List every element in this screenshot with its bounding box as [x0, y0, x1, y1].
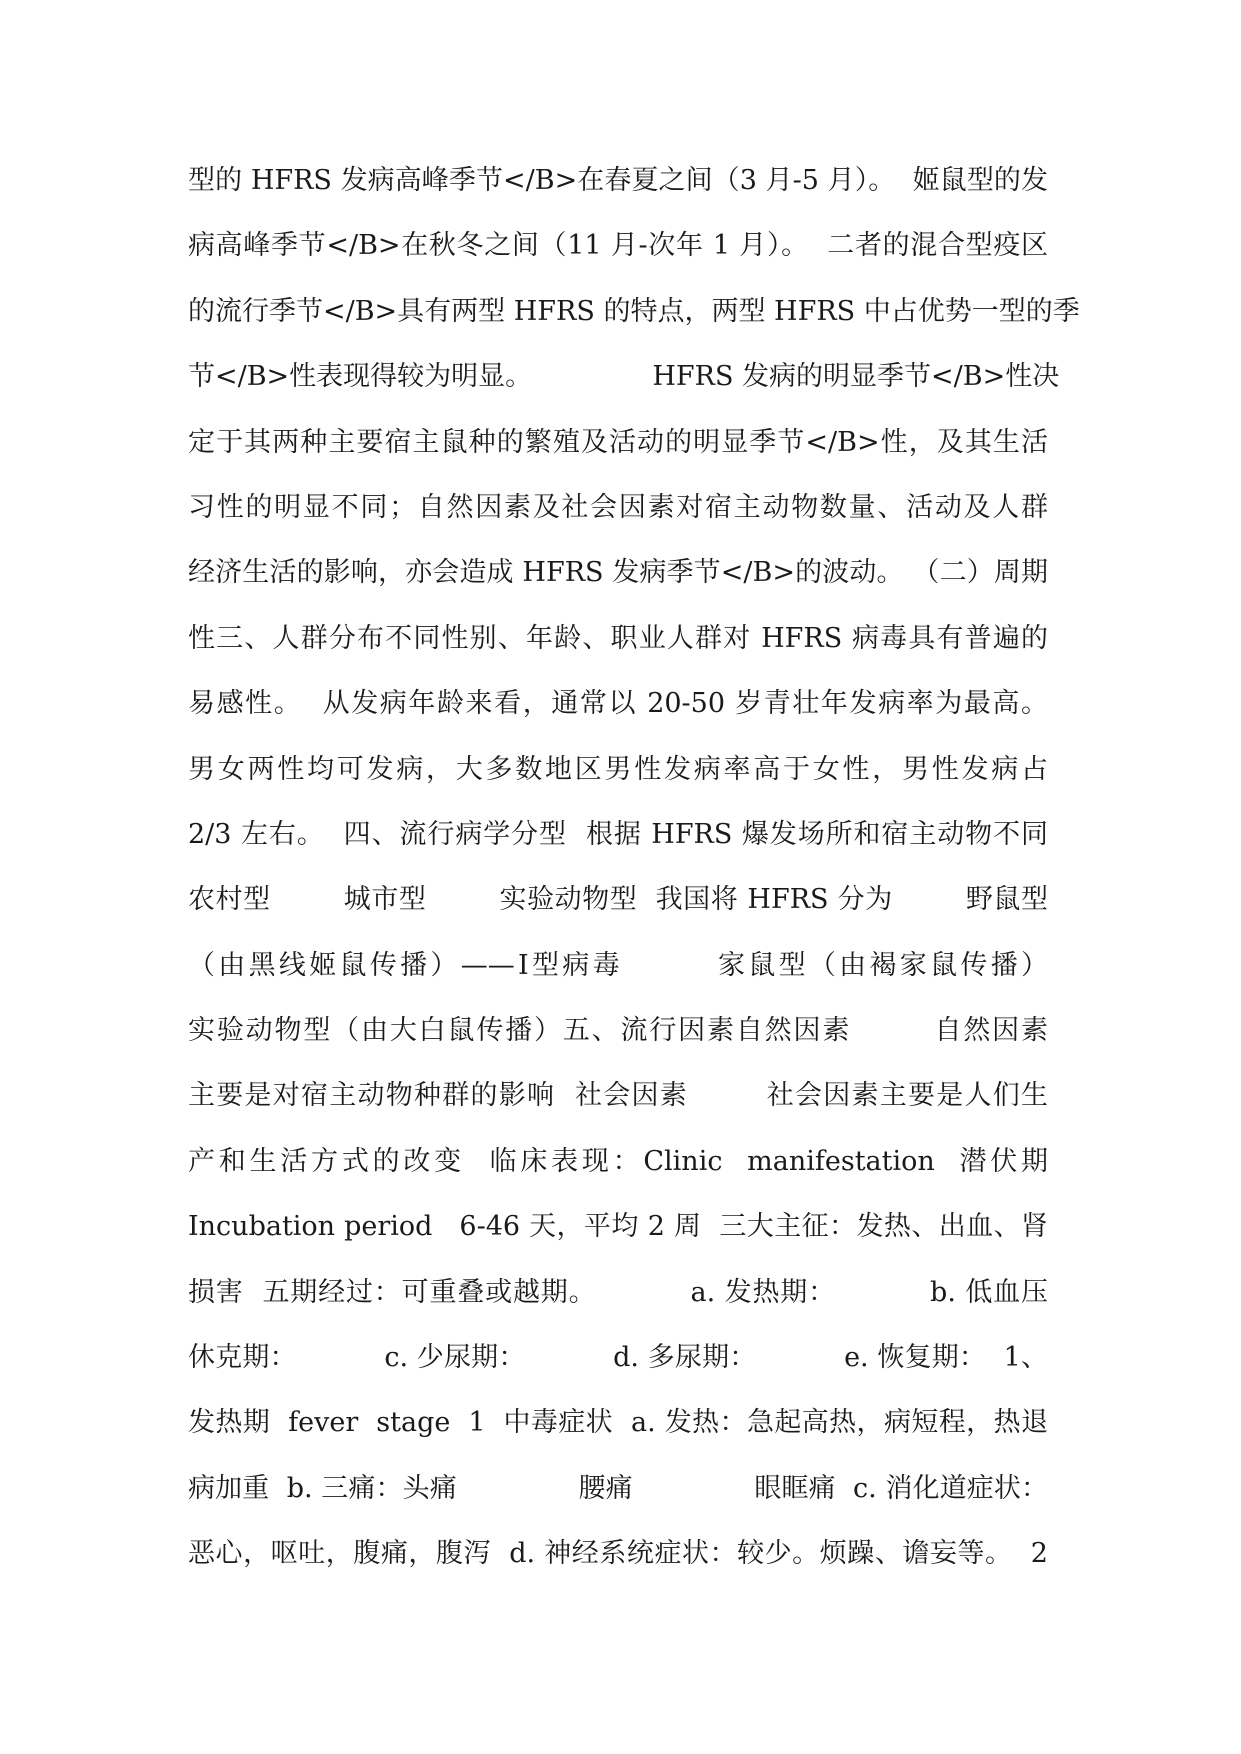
text-line-22: 恶心，呕吐，腹痛，腹泻 d. 神经系统症状：较少。烦躁、谵妄等。 2: [188, 1538, 1048, 1570]
text-line-10: 男女两性均可发病，大多数地区男性发病率高于女性，男性发病占: [188, 753, 1048, 785]
text-line-8: 性三、人群分布不同性别、年龄、职业人群对 HFRS 病毒具有普遍的: [188, 622, 1048, 654]
text-line-17: Incubation period 6-46 天，平均 2 周 三大主征：发热、出血、肾: [188, 1211, 1048, 1243]
text-line-12: 农村型 城市型 实验动物型 我国将 HFRS 分为 野鼠型: [188, 884, 1048, 916]
text-line-18: 损害 五期经过：可重叠或越期。 a. 发热期： b. 低血压: [188, 1276, 1048, 1308]
text-line-15: 主要是对宿主动物种群的影响 社会因素 社会因素主要是人们生: [188, 1080, 1048, 1112]
text-line-14: 实验动物型（由大白鼠传播）五、流行因素自然因素 自然因素: [188, 1015, 1048, 1047]
text-line-19: 休克期： c. 少尿期： d. 多尿期： e. 恢复期： 1、: [188, 1342, 1048, 1374]
text-line-1: 型的 HFRS 发病高峰季节</B>在春夏之间（3 月-5 月）。 姬鼠型的发: [188, 165, 1048, 196]
text-line-3: 的流行季节</B>具有两型 HFRS 的特点，两型 HFRS 中占优势一型的季: [188, 295, 1080, 327]
text-line-21: 病加重 b. 三痛：头痛 腰痛 眼眶痛 c. 消化道症状：: [188, 1472, 1048, 1504]
text-line-2: 病高峰季节</B>在秋冬之间（11 月-次年 1 月）。 二者的混合型疫区: [188, 230, 1048, 262]
text-line-7: 经济生活的影响，亦会造成 HFRS 发病季节</B>的波动。 （二）周期: [188, 557, 1048, 589]
body-text: [188, 163, 1080, 1602]
text-line-20: 发热期 fever stage 1 中毒症状 a. 发热：急起高热，病短程，热退: [188, 1407, 1048, 1439]
text-line-6: 习性的明显不同；自然因素及社会因素对宿主动物数量、活动及人群: [188, 491, 1048, 523]
text-line-5: 定于其两种主要宿主鼠种的繁殖及活动的明显季节</B>性，及其生活: [188, 426, 1048, 458]
text-line-4: 节</B>性表现得较为明显。 HFRS 发病的明显季节</B>性决: [188, 361, 1060, 393]
text-line-11: 2/3 左右。 四、流行病学分型 根据 HFRS 爆发场所和宿主动物不同: [188, 818, 1048, 850]
text-line-13: （由黑线姬鼠传播）——Ⅰ型病毒 家鼠型（由褐家鼠传播）: [188, 949, 1048, 981]
text-line-9: 易感性。 从发病年龄来看，通常以 20-50 岁青壮年发病率为最高。: [188, 688, 1048, 720]
text-line-16: 产和生活方式的改变 临床表现：Clinic manifestation 潜伏期: [188, 1145, 1048, 1177]
